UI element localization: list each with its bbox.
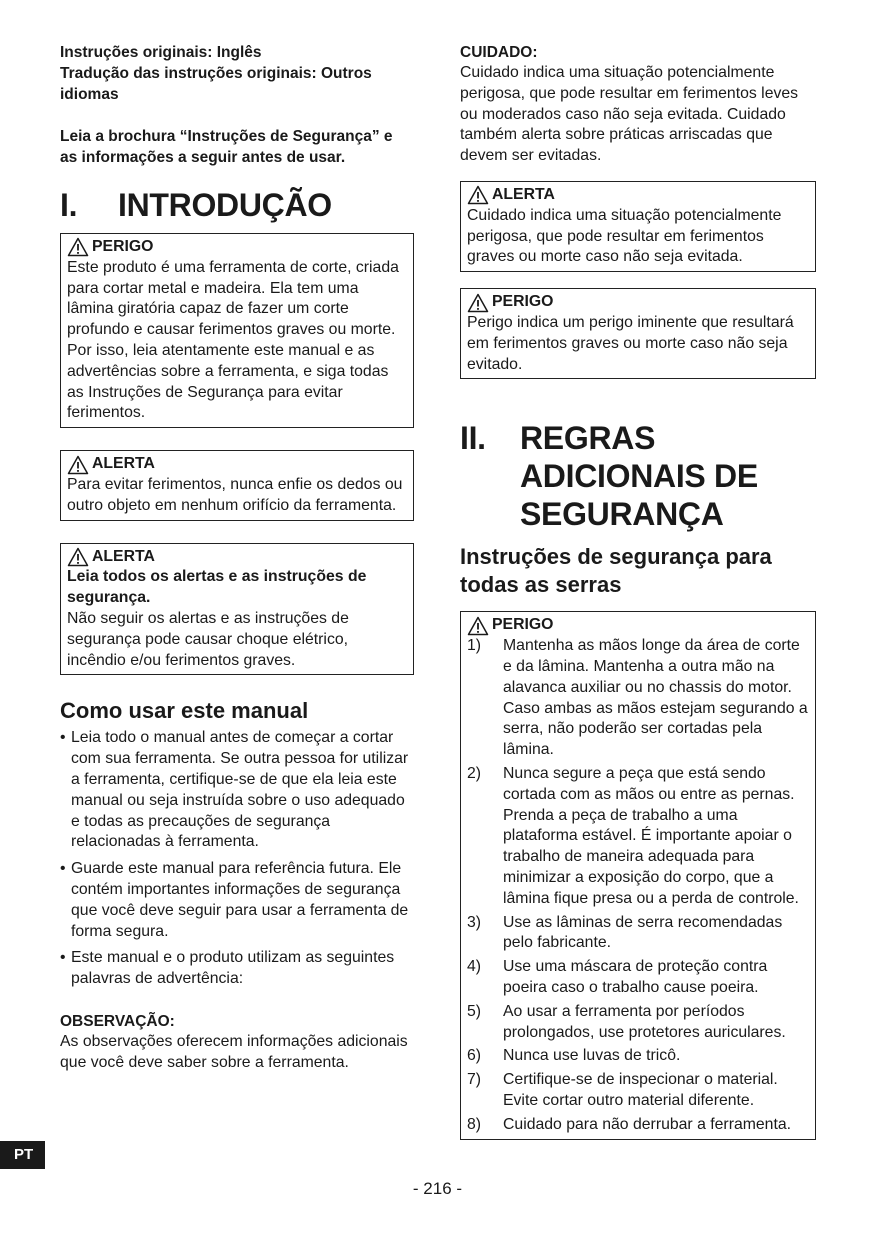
warning-triangle-icon	[67, 237, 89, 257]
item-number: 1)	[467, 637, 482, 655]
original-instructions-line: Instruções originais: Inglês	[60, 44, 262, 61]
box-header	[67, 237, 408, 258]
list-item	[467, 1070, 810, 1112]
saws-heading: Instruções de segurança para todas as serras	[460, 544, 772, 598]
box-text: Perigo indica um perigo iminente que resultará em ferimentos graves ou morte caso não seja evitado.	[467, 313, 794, 373]
item-number: 6)	[467, 1047, 482, 1065]
right-column	[460, 42, 816, 1140]
box-bold-text: Leia todos os alertas e as instruções de segurança.	[67, 568, 367, 607]
warning-triangle-icon	[467, 293, 489, 313]
page-number: - 216 -	[412, 1179, 463, 1198]
list-item	[467, 1046, 810, 1067]
observation-title: OBSERVAÇÃO:	[60, 1012, 175, 1030]
list-item: • Este manual e o produto utilizam as seguintes palavras de advertência:	[60, 948, 414, 990]
manual-bullet-list	[60, 728, 414, 990]
item-number: 3)	[467, 913, 482, 931]
list-item	[467, 1115, 810, 1136]
box-header	[67, 454, 408, 475]
box-title: PERIGO	[492, 616, 554, 634]
section-heading-safety-rules	[460, 419, 816, 533]
item-text: Nunca use luvas de tricô.	[503, 1047, 681, 1065]
left-column	[60, 42, 414, 1074]
section-number: II.	[460, 420, 486, 457]
section-title: INTRODUÇÃO	[118, 187, 332, 223]
alert-box-fingers	[60, 450, 414, 520]
rules-list	[467, 636, 810, 1135]
list-item	[467, 1002, 810, 1044]
translation-line: Tradução das instruções originais: Outros idiomas	[60, 65, 372, 103]
box-title: PERIGO	[92, 238, 154, 255]
alert-box-read-all	[60, 543, 414, 676]
section-number: I.	[60, 187, 78, 223]
section-heading-introduction	[60, 186, 414, 224]
language-tab: PT	[0, 1141, 45, 1169]
box-title: PERIGO	[492, 293, 554, 311]
box-header	[467, 292, 810, 313]
list-item	[467, 957, 810, 999]
item-number: 4)	[467, 958, 482, 976]
observation-text: As observações oferecem informações adicionais que você deve saber sobre a ferramenta.	[60, 1032, 408, 1071]
item-text: Mantenha as mãos longe da área de corte e da lâmina. Mantenha a outra mão na alavanca auxiliar ou no chassis do motor. Caso ambas as mãos estejam segurando a serra, não poderão ser cortadas pela lâmina.	[503, 637, 808, 759]
list-item	[467, 913, 810, 955]
item-number: 2)	[467, 764, 482, 782]
item-text: Ao usar a ferramenta por períodos prolongados, use protetores auriculares.	[503, 1002, 786, 1041]
box-text: Este produto é uma ferramenta de corte, criada para cortar metal e madeira. Ela tem uma lâmina giratória capaz de fazer um corte profundo e causar ferimentos graves ou morte. Por isso, leia atentamente este manual e as advertências sobre a ferramenta, e siga todas as Instruções de Segurança para evitar ferimentos.	[67, 258, 399, 422]
danger-box	[60, 233, 414, 428]
list-item: • Guarde este manual para referência futura. Ele contém importantes informações de segurança que você deve seguir para usar a ferramenta de forma segura.	[60, 859, 414, 942]
caution-text: Cuidado indica uma situação potencialmente perigosa, que pode resultar em ferimentos leves ou moderados caso não seja evitada. Cuidado também alerta sobre práticas arriscadas que devem ser evitadas.	[460, 64, 799, 165]
box-title: ALERTA	[92, 547, 155, 565]
box-text: Cuidado indica uma situação potencialmente perigosa, que pode resultar em ferimentos graves ou morte caso não seja evitada.	[467, 206, 782, 266]
danger-definition-box	[460, 288, 816, 379]
item-text: Use as lâminas de serra recomendadas pelo fabricante.	[503, 913, 783, 952]
item-text: Certifique-se de inspecionar o material. Evite cortar outro material diferente.	[503, 1071, 778, 1109]
item-text: Nunca segure a peça que está sendo cortada com as mãos ou entre as pernas. Prenda a peça de trabalho a uma plataforma estável. É importante apoiar o trabalho de maneira adequada para minimizar a exposição do corpo, que a lâmina fique presa ou a perda de controle.	[503, 764, 799, 907]
item-text: Cuidado para não derrubar a ferramenta.	[503, 1115, 792, 1133]
list-item	[467, 636, 810, 761]
box-header	[467, 615, 810, 636]
danger-rules-box	[460, 611, 816, 1140]
box-text: Não seguir os alertas e as instruções de segurança pode causar choque elétrico, incêndio e/ou ferimentos graves.	[67, 609, 349, 669]
section-title: REGRAS ADICIONAIS DE SEGURANÇA	[520, 420, 758, 533]
warning-triangle-icon	[467, 616, 489, 636]
warning-triangle-icon	[67, 455, 89, 475]
box-header	[67, 547, 408, 568]
list-item: • Leia todo o manual antes de começar a cortar com sua ferramenta. Se outra pessoa for utilizar a ferramenta, certifique-se de que ela leia este manual ou seja instruída sobre o uso adequado e todas as precauções de segurança relacionadas à ferramenta.	[60, 728, 414, 853]
warning-triangle-icon	[467, 185, 489, 205]
box-text: Para evitar ferimentos, nunca enfie os dedos ou outro objeto em nenhum orifício da ferramenta.	[67, 475, 403, 514]
box-title: ALERTA	[92, 455, 155, 473]
item-number: 8)	[467, 1115, 482, 1133]
item-text: Use uma máscara de proteção contra poeira caso o trabalho cause poeira.	[503, 958, 768, 996]
item-number: 5)	[467, 1002, 482, 1020]
read-brochure-note: Leia a brochura “Instruções de Segurança” e as informações a seguir antes de usar.	[60, 128, 393, 166]
warning-triangle-icon	[67, 547, 89, 567]
item-number: 7)	[467, 1071, 482, 1089]
box-title: ALERTA	[492, 185, 555, 203]
caution-title: CUIDADO:	[460, 44, 538, 61]
alert-definition-box	[460, 181, 816, 272]
box-header	[467, 185, 810, 206]
list-item	[467, 764, 810, 910]
manual-heading: Como usar este manual	[60, 698, 309, 724]
